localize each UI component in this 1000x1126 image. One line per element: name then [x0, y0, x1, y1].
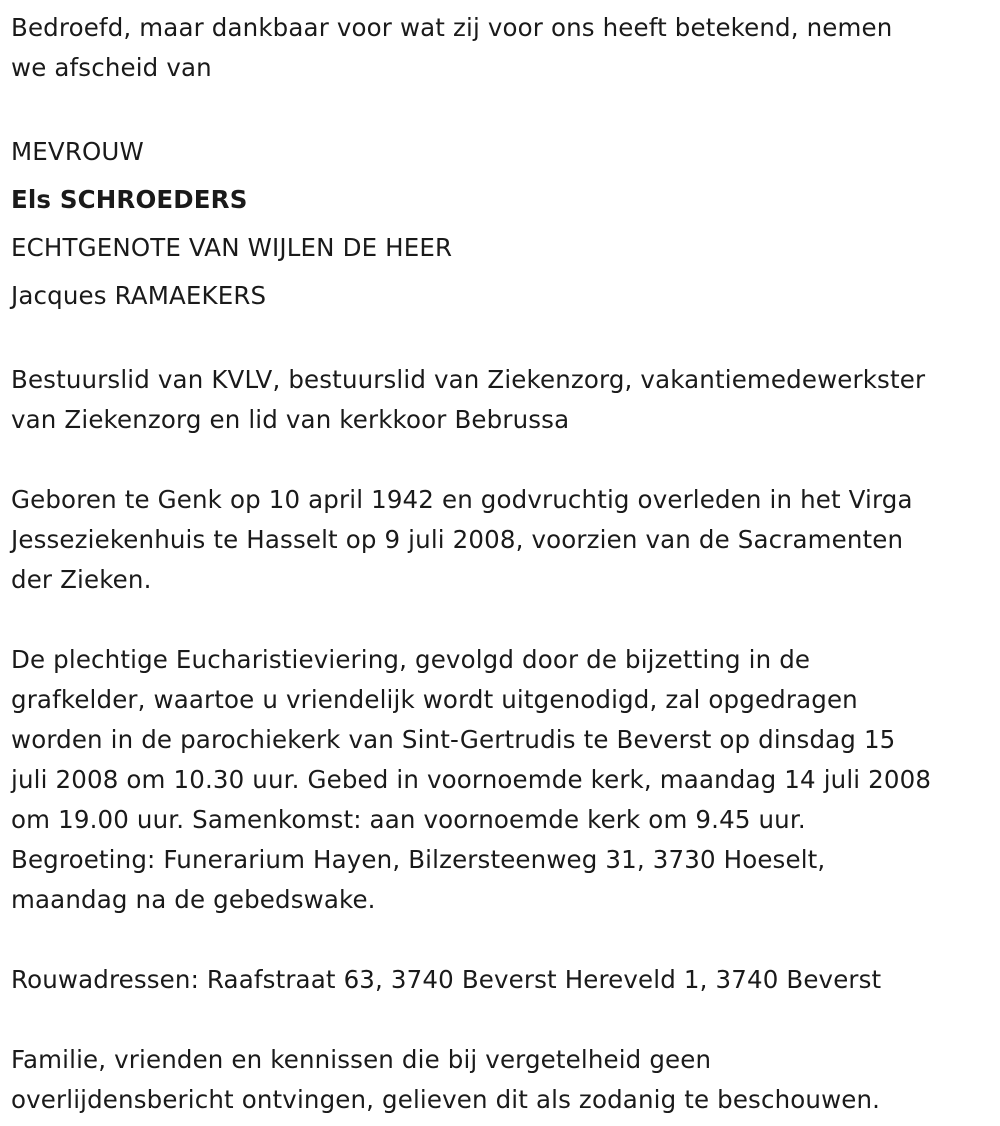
text-line: maandag na de gebedswake. — [11, 885, 376, 914]
spouse-name: Jacques RAMAEKERS — [11, 281, 267, 310]
closing-paragraph — [11, 1040, 1000, 1120]
paragraph-gap — [11, 600, 1000, 640]
text-line: grafkelder, waartoe u vriendelijk wordt uitgenodigd, zal opgedragen — [11, 685, 858, 714]
text-line: juli 2008 om 10.30 uur. Gebed in voornoemde kerk, maandag 14 juli 2008 — [11, 765, 932, 794]
paragraph-gap — [11, 88, 1000, 128]
relation-text: ECHTGENOTE VAN WIJLEN DE HEER — [11, 233, 453, 262]
text-line: om 19.00 uur. Samenkomst: aan voornoemde kerk om 9.45 uur. — [11, 805, 806, 834]
text-line: Begroeting: Funerarium Hayen, Bilzersteenweg 31, 3730 Hoeselt, — [11, 845, 826, 874]
name-block — [11, 128, 1000, 320]
paragraph-gap — [11, 320, 1000, 360]
text-line: Bedroefd, maar dankbaar voor wat zij voor ons heeft betekend, nemen — [11, 13, 893, 42]
text-line: Bestuurslid van KVLV, bestuurslid van Ziekenzorg, vakantiemedewerkster — [11, 365, 926, 394]
birth-death-paragraph — [11, 480, 1000, 600]
addresses-paragraph — [11, 960, 1000, 1000]
text-line: Jesseziekenhuis te Hasselt op 9 juli 2008, voorzien van de Sacramenten — [11, 525, 904, 554]
text-line: Familie, vrienden en kennissen die bij vergetelheid geen — [11, 1045, 712, 1074]
text-line: overlijdensbericht ontvingen, gelieven dit als zodanig te beschouwen. — [11, 1085, 881, 1114]
text-line: De plechtige Eucharistieviering, gevolgd door de bijzetting in de — [11, 645, 811, 674]
text-line: we afscheid van — [11, 53, 212, 82]
text-line: worden in de parochiekerk van Sint-Gertrudis te Beverst op dinsdag 15 — [11, 725, 896, 754]
deceased-name: Els SCHROEDERS — [11, 185, 248, 214]
ceremony-paragraph — [11, 640, 1000, 920]
text-line: Geboren te Genk op 10 april 1942 en godvruchtig overleden in het Virga — [11, 485, 913, 514]
text-line: van Ziekenzorg en lid van kerkkoor Bebrussa — [11, 405, 570, 434]
paragraph-gap — [11, 1000, 1000, 1040]
honorific-title: MEVROUW — [11, 137, 144, 166]
roles-paragraph — [11, 360, 1000, 440]
intro-paragraph — [11, 8, 1000, 88]
paragraph-gap — [11, 440, 1000, 480]
paragraph-gap — [11, 920, 1000, 960]
text-line: der Zieken. — [11, 565, 152, 594]
text-line: Rouwadressen: Raafstraat 63, 3740 Beverst Hereveld 1, 3740 Beverst — [11, 965, 882, 994]
